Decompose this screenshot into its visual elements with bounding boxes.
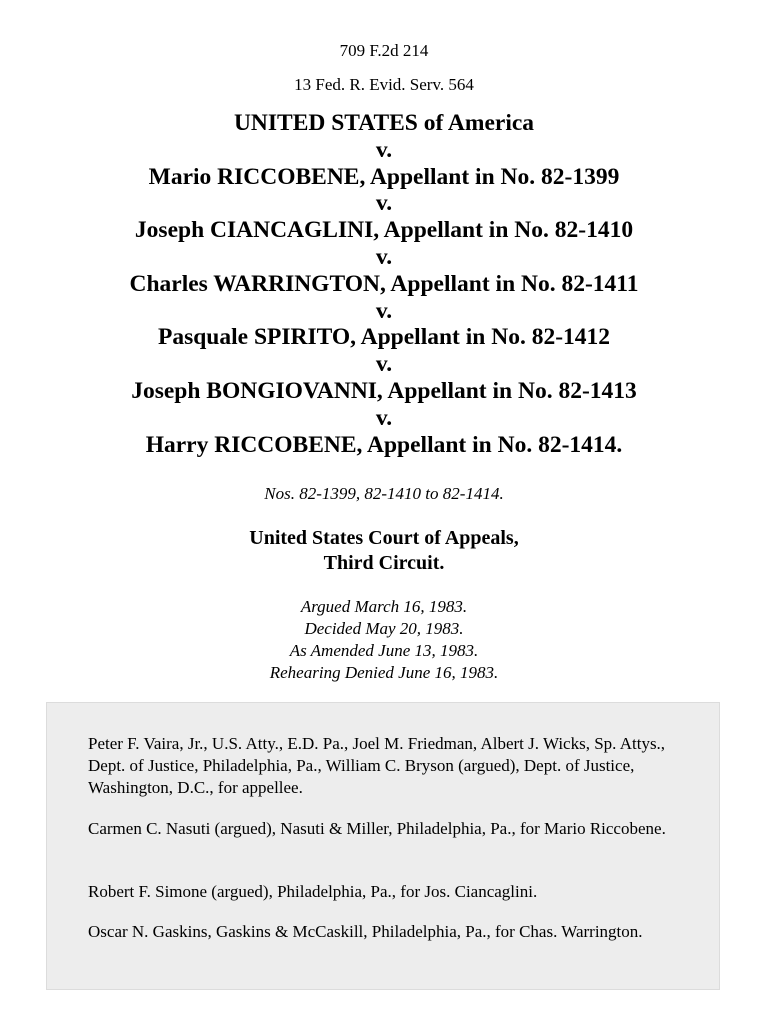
counsel-paragraph-appellee: Peter F. Vaira, Jr., U.S. Atty., E.D. Pa., Joel M. Friedman, Albert J. Wicks, Sp. Attys., Dept. of Justice, Philadelphia, Pa., William C. Bryson (argued), Dept. of Justice, Washington, D.C., for appellee.: [88, 734, 666, 797]
counsel-paragraph-ciancaglini: Robert F. Simone (argued), Philadelphia, Pa., for Jos. Ciancaglini.: [88, 882, 538, 901]
decided-date: Decided May 20, 1983.: [304, 619, 464, 638]
versus-3: v.: [375, 297, 393, 324]
party-2: Joseph CIANCAGLINI, Appellant in No. 82-1410: [134, 217, 634, 244]
party-3: Charles WARRINGTON, Appellant in No. 82-1411: [129, 270, 639, 297]
party-1: Mario RICCOBENE, Appellant in No. 82-1399: [148, 163, 620, 190]
court-line-2: Third Circuit.: [323, 552, 445, 574]
counsel-paragraph-warrington: Oscar N. Gaskins, Gaskins & McCaskill, Philadelphia, Pa., for Chas. Warrington.: [88, 922, 643, 941]
party-5: Joseph BONGIOVANNI, Appellant in No. 82-1413: [131, 377, 637, 404]
docket-numbers: Nos. 82-1399, 82-1410 to 82-1414.: [264, 484, 504, 503]
court-name: [0, 526, 768, 576]
case-caption: [0, 110, 768, 458]
party-6: Harry RICCOBENE, Appellant in No. 82-1414.: [145, 431, 623, 458]
versus-1: v.: [375, 190, 393, 217]
amended-date: As Amended June 13, 1983.: [289, 641, 479, 660]
counsel-paragraph-riccobene: Carmen C. Nasuti (argued), Nasuti & Miller, Philadelphia, Pa., for Mario Riccobene.: [88, 819, 666, 838]
court-line-1: United States Court of Appeals,: [249, 527, 519, 549]
reporter-citation: 709 F.2d 214: [339, 41, 429, 60]
case-dates: [0, 596, 768, 684]
party-0: UNITED STATES of America: [233, 110, 535, 136]
versus-0: v.: [375, 136, 393, 163]
party-4: Pasquale SPIRITO, Appellant in No. 82-1412: [157, 324, 611, 351]
argued-date: Argued March 16, 1983.: [300, 597, 468, 616]
evidence-citation: 13 Fed. R. Evid. Serv. 564: [294, 75, 474, 94]
versus-4: v.: [375, 351, 393, 378]
versus-2: v.: [375, 243, 393, 270]
counsel-box: [46, 702, 720, 990]
rehearing-date: Rehearing Denied June 16, 1983.: [269, 663, 499, 682]
versus-5: v.: [375, 404, 393, 431]
citations: [0, 34, 768, 102]
